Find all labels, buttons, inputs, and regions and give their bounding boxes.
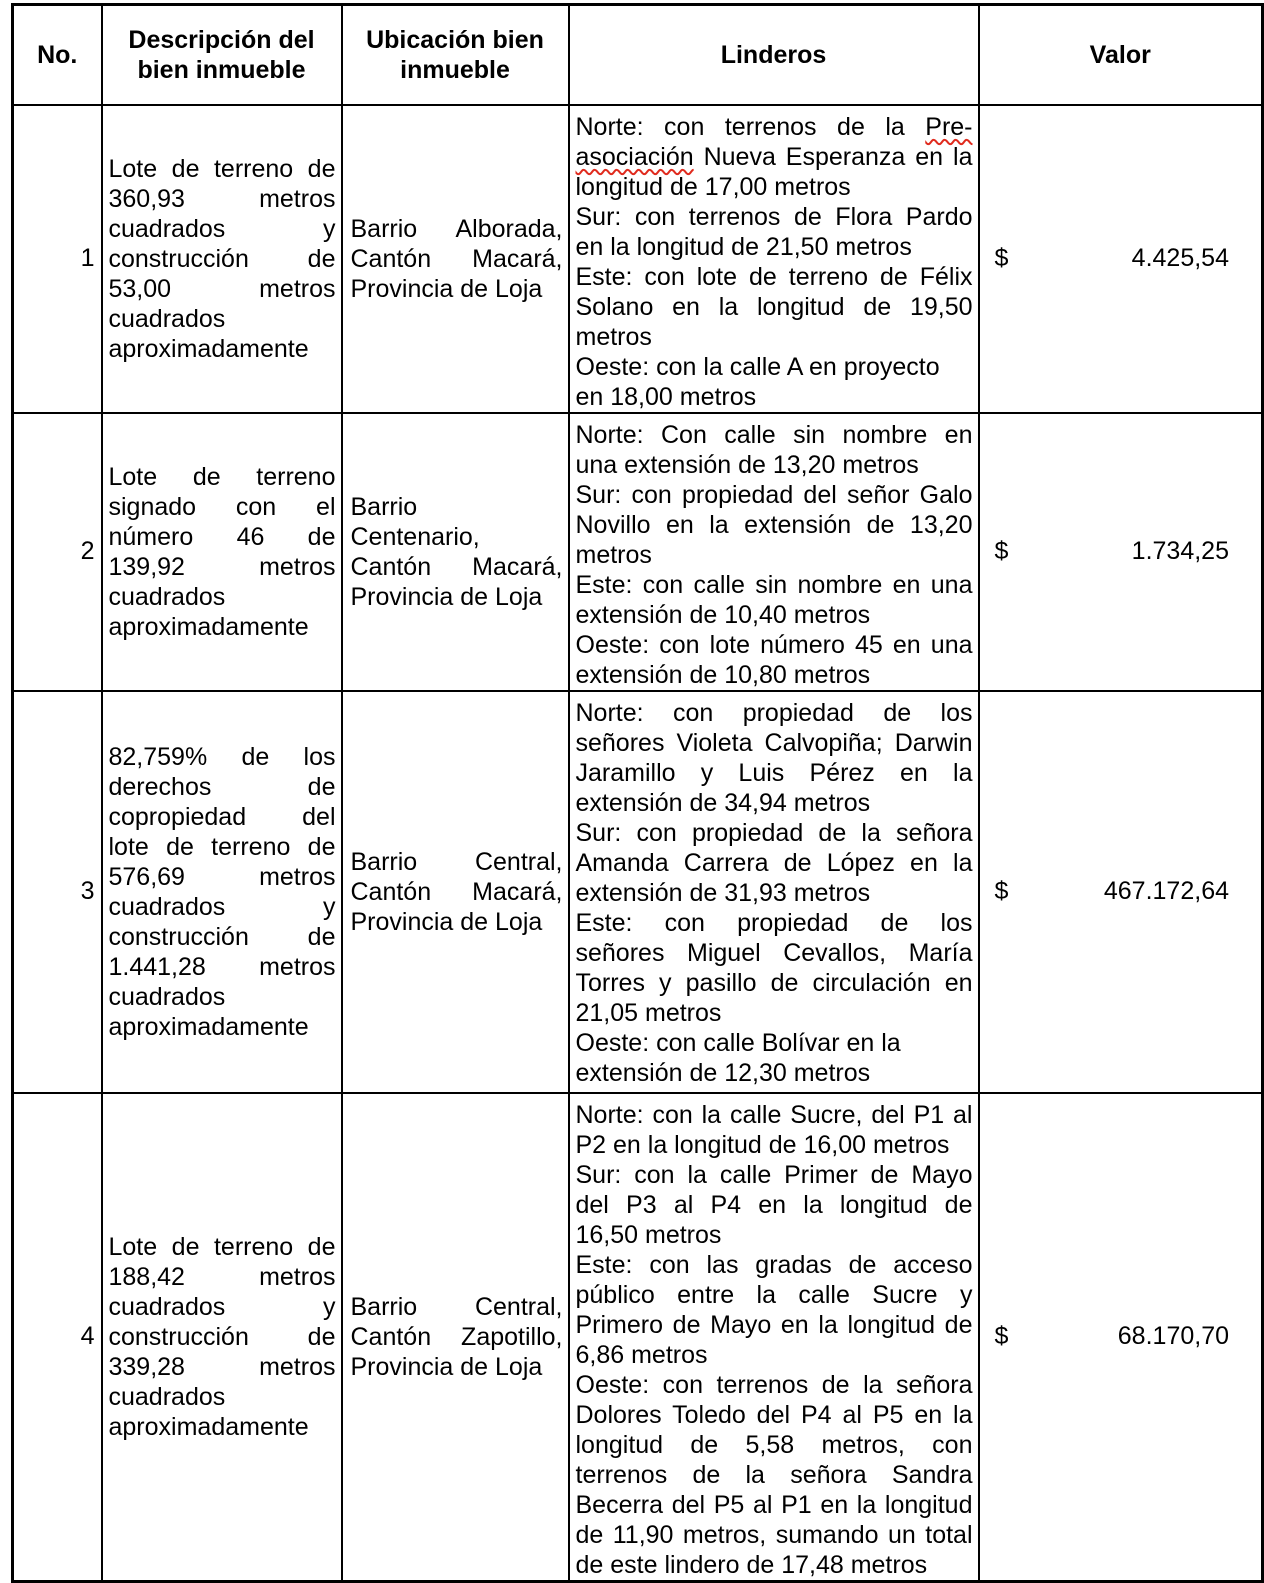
text-line: extensión de 10,40 metros [575, 600, 871, 629]
cell-ubicacion [342, 105, 569, 413]
valor [980, 537, 1262, 566]
text-line: 139,92 metros [108, 552, 336, 581]
text-line: Becerra del P5 al P1 en la longitud [575, 1490, 973, 1519]
text-line: Torres y pasillo de circulación en [575, 968, 973, 997]
text-line: terrenos de la señora Sandra [575, 1460, 973, 1489]
header-valor: Valor [979, 5, 1263, 105]
text-line: metros [575, 322, 652, 351]
text-line: Barrio Alborada, [350, 214, 563, 243]
text-line: Sur: con propiedad del señor Galo [575, 480, 973, 509]
text-line: cuadrados y [108, 892, 336, 921]
text-line: 82,759% de los [108, 742, 336, 771]
text-line: Este: con calle sin nombre en una [575, 570, 973, 599]
text-line: longitud de 17,00 metros [575, 172, 851, 201]
text-line: en 18,00 metros [575, 382, 757, 411]
text-line: Primero de Mayo en la longitud de [575, 1310, 973, 1339]
text-line: en la longitud de 21,50 metros [575, 232, 912, 261]
text-line: Novillo en la extensión de 13,20 [575, 510, 973, 539]
lindero-paragraph [576, 818, 973, 908]
ubicacion-paragraph [351, 214, 563, 304]
header-no: No. [13, 5, 102, 105]
cell-ubicacion [342, 1093, 569, 1582]
lindero-paragraph [576, 1028, 973, 1088]
text-line: 339,28 metros [108, 1352, 336, 1381]
text-line: aproximadamente [108, 1412, 309, 1441]
lindero-paragraph [576, 908, 973, 1028]
cell-ubicacion [342, 413, 569, 691]
cell-row-number: 3 [13, 691, 102, 1093]
text-line: Este: con lote de terreno de Félix [575, 262, 973, 291]
currency-symbol: $ [994, 537, 1009, 565]
text-line: público entre la calle Sucre y [575, 1280, 973, 1309]
text-line: Oeste: con lote número 45 en una [575, 630, 973, 659]
descripcion-paragraph [109, 1232, 336, 1442]
text-line: extensión de 12,30 metros [575, 1058, 871, 1087]
properties-table [11, 3, 1264, 1583]
text-line: Cantón Macará, [350, 552, 563, 581]
valor [980, 244, 1262, 273]
cell-row-number: 4 [13, 1093, 102, 1582]
text-line: Este: con propiedad de los [575, 908, 973, 937]
lindero-paragraph [576, 1370, 973, 1580]
text-line: cuadrados y [108, 1292, 336, 1321]
text-line: longitud de 5,58 metros, con [575, 1430, 973, 1459]
text-line: de este lindero de 17,48 metros [575, 1550, 928, 1579]
text-line: Lote de terreno de [108, 1232, 336, 1261]
text-line: copropiedad del [108, 802, 336, 831]
text-line: 53,00 metros [108, 274, 336, 303]
text-line: Provincia de Loja [350, 582, 543, 611]
text-line: cuadrados [108, 982, 226, 1011]
text-line: Cantón Macará, [350, 877, 563, 906]
ubicacion-paragraph [351, 847, 563, 937]
ubicacion-paragraph [351, 492, 563, 612]
text-line: señores Miguel Cevallos, María [575, 938, 973, 967]
cell-linderos [569, 105, 979, 413]
text-line: una extensión de 13,20 metros [575, 450, 919, 479]
text-line: Oeste: con la calle A en proyecto [575, 352, 940, 381]
lindero-paragraph [576, 480, 973, 570]
header-ubicacion: Ubicación bien inmueble [342, 5, 569, 105]
text-line: Lote de terreno de [108, 154, 336, 183]
text-line: lote de terreno de [108, 832, 336, 861]
text-line: Provincia de Loja [350, 1352, 543, 1381]
cell-descripcion [102, 105, 342, 413]
lindero-paragraph [576, 698, 973, 818]
text-line: 360,93 metros [108, 184, 336, 213]
text-line: Norte: Con calle sin nombre en [575, 420, 973, 449]
text-line: Barrio [350, 492, 418, 521]
table-row [13, 1093, 1263, 1582]
text-line: cuadrados [108, 304, 226, 333]
descripcion-paragraph [109, 154, 336, 364]
text-line: Oeste: con calle Bolívar en la [575, 1028, 901, 1057]
text-line: cuadrados [108, 582, 226, 611]
valor-amount: 467.172,64 [1103, 877, 1229, 905]
table-header [13, 5, 1263, 105]
text-line: metros [575, 540, 652, 569]
text-line: Jaramillo y Luis Pérez en la [575, 758, 973, 787]
descripcion-paragraph [109, 462, 336, 642]
text-line: Cantón Zapotillo, [350, 1322, 563, 1351]
descripcion-paragraph [109, 742, 336, 1042]
text-line: 1.441,28 metros [108, 952, 336, 981]
text-line: signado con el [108, 492, 336, 521]
cell-ubicacion [342, 691, 569, 1093]
text-line: construcción de [108, 1322, 336, 1351]
text-line: Centenario, [350, 522, 480, 551]
currency-symbol: $ [994, 877, 1009, 905]
lindero-paragraph [576, 570, 973, 630]
text-line: Norte: con propiedad de los [575, 698, 973, 727]
table-row [13, 691, 1263, 1093]
header-row [13, 5, 1263, 105]
text-line: extensión de 10,80 metros [575, 660, 871, 689]
currency-symbol: $ [994, 244, 1009, 272]
text-line: Provincia de Loja [350, 907, 543, 936]
valor [980, 1322, 1262, 1351]
lindero-paragraph [576, 352, 973, 412]
text-line: Lote de terreno [108, 462, 336, 491]
text-line: aproximadamente [108, 612, 309, 641]
text-line: número 46 de [108, 522, 336, 551]
cell-linderos [569, 413, 979, 691]
text-line: Norte: con la calle Sucre, del P1 al [575, 1100, 973, 1129]
text-line: Barrio Central, [350, 847, 563, 876]
lindero-paragraph [576, 262, 973, 352]
text-line: Sur: con la calle Primer de Mayo [575, 1160, 973, 1189]
cell-valor [979, 1093, 1263, 1582]
lindero-paragraph [576, 112, 973, 202]
valor-amount: 1.734,25 [1131, 537, 1229, 565]
valor-amount: 4.425,54 [1131, 244, 1229, 272]
lindero-paragraph [576, 1160, 973, 1250]
text-line: construcción de [108, 922, 336, 951]
cell-valor [979, 691, 1263, 1093]
ubicacion-paragraph [351, 1292, 563, 1382]
text-line: aproximadamente [108, 1012, 309, 1041]
text-line: 188,42 metros [108, 1262, 336, 1291]
spellcheck-underline: asociación [575, 142, 694, 171]
lindero-paragraph [576, 1100, 973, 1160]
text-line: cuadrados y [108, 214, 336, 243]
text-line: 6,86 metros [575, 1340, 708, 1369]
text-line: derechos de [108, 772, 336, 801]
cell-valor [979, 413, 1263, 691]
text-line: Oeste: con terrenos de la señora [575, 1370, 973, 1399]
text-line: construcción de [108, 244, 336, 273]
text-line: Solano en la longitud de 19,50 [575, 292, 973, 321]
text-line: asociación Nueva Esperanza en la [575, 142, 973, 171]
cell-linderos [569, 691, 979, 1093]
cell-row-number: 1 [13, 105, 102, 413]
cell-valor [979, 105, 1263, 413]
text-line: Dolores Toledo del P4 al P5 en la [575, 1400, 973, 1429]
table-row [13, 413, 1263, 691]
cell-descripcion [102, 691, 342, 1093]
cell-descripcion [102, 1093, 342, 1582]
lindero-paragraph [576, 630, 973, 690]
text-line: Sur: con terrenos de Flora Pardo [575, 202, 973, 231]
text-line: de 11,90 metros, sumando un total [575, 1520, 973, 1549]
text-line: Provincia de Loja [350, 274, 543, 303]
header-descripcion: Descripción del bien inmueble [102, 5, 342, 105]
cell-linderos [569, 1093, 979, 1582]
text-line: del P3 al P4 en la longitud de [575, 1190, 973, 1219]
valor [980, 877, 1262, 906]
text-line: P2 en la longitud de 16,00 metros [575, 1130, 950, 1159]
lindero-paragraph [576, 202, 973, 262]
lindero-paragraph [576, 1250, 973, 1370]
text-line: extensión de 31,93 metros [575, 878, 871, 907]
text-line: Barrio Central, [350, 1292, 563, 1321]
text-line: Amanda Carrera de López en la [575, 848, 973, 877]
header-linderos: Linderos [569, 5, 979, 105]
cell-row-number: 2 [13, 413, 102, 691]
text-line: cuadrados [108, 1382, 226, 1411]
currency-symbol: $ [994, 1322, 1009, 1350]
text-line: Norte: con terrenos de la Pre- [575, 112, 973, 141]
text-line: Sur: con propiedad de la señora [575, 818, 973, 847]
text-line: 21,05 metros [575, 998, 722, 1027]
text-line: Cantón Macará, [350, 244, 563, 273]
cell-descripcion [102, 413, 342, 691]
valor-amount: 68.170,70 [1117, 1322, 1229, 1350]
table-row [13, 105, 1263, 413]
text-line: 16,50 metros [575, 1220, 722, 1249]
text-line: aproximadamente [108, 334, 309, 363]
text-line: 576,69 metros [108, 862, 336, 891]
text-line: extensión de 34,94 metros [575, 788, 871, 817]
text-line: señores Violeta Calvopiña; Darwin [575, 728, 973, 757]
text-line: Este: con las gradas de acceso [575, 1250, 973, 1279]
spellcheck-underline: Pre- [925, 112, 973, 141]
lindero-paragraph [576, 420, 973, 480]
table-body [13, 105, 1263, 1582]
